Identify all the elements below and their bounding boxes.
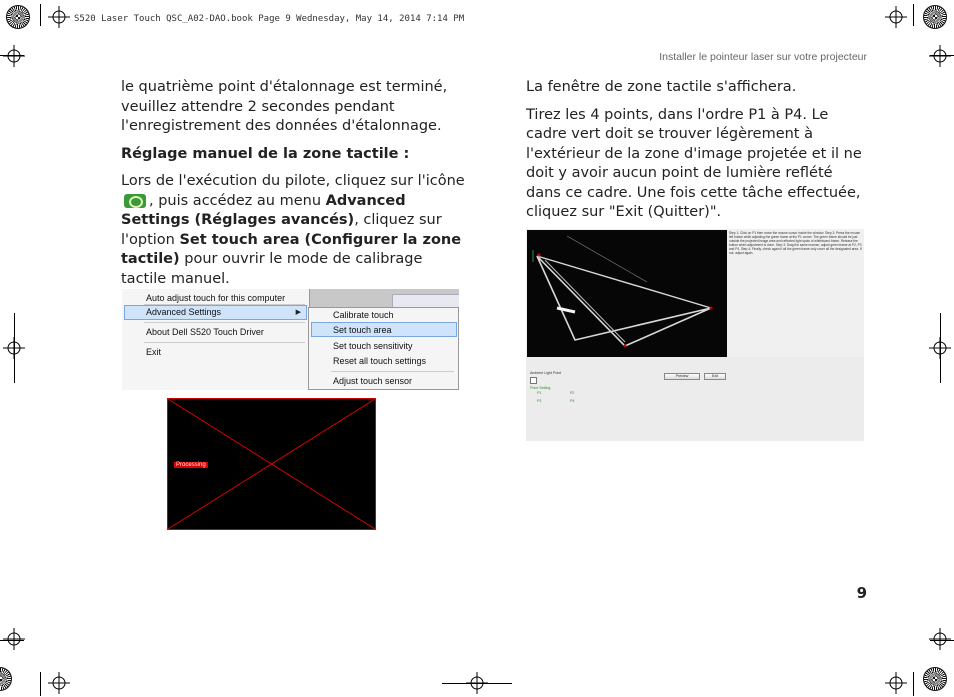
- registration-mark-icon: [3, 628, 25, 650]
- submenu-item-set-touch-area[interactable]: Set touch area: [333, 325, 392, 335]
- submenu-item-reset-settings[interactable]: Reset all touch settings: [333, 356, 427, 366]
- touch-instructions: Step 1: Click on P1 then move the mouse cursor inside the window. Step 2: Press the mouse left button while adjusting the green frame at the P1 corner. The green frame should be just outside the projected image area and reflected light spots of whiteboard frame. Release the button when adjustment is done. Step 3: Drag the same manner, adjust green frame at P2, P3 and P4. Step 4: Finally, check again if all the green frame only cover all the designated area. If not, adjust again.: [729, 231, 862, 255]
- context-menu: [122, 289, 310, 390]
- ambient-light-checkbox[interactable]: [530, 377, 537, 384]
- registration-mark-icon: [929, 45, 951, 67]
- submenu-item-touch-sensitivity[interactable]: Set touch sensitivity: [333, 341, 413, 351]
- submenu-item-adjust-sensor[interactable]: Adjust touch sensor: [333, 376, 413, 386]
- crop-mark: [14, 313, 15, 383]
- menu-item-auto-adjust[interactable]: Auto adjust touch for this computer: [146, 293, 286, 303]
- registration-mark-icon: [3, 45, 25, 67]
- preview-button[interactable]: Preview: [664, 373, 700, 380]
- touch-driver-icon: [124, 194, 146, 208]
- advanced-settings-submenu: [308, 307, 459, 390]
- ambient-light-label: Ambient Light Point: [530, 371, 562, 375]
- point-option-p4[interactable]: P4: [570, 399, 575, 403]
- paragraph: [121, 172, 466, 289]
- paragraph: Tirez les 4 points, dans l'ordre P1 à P4. Le cadre vert doit se trouver légèrement à l'extérieur de la zone d'image projetée et il ne doit y avoir aucun point de lumière reflété dans ce cadre. Une fois cette tâche effectuée, cliquez sur "Exit (Quitter)".: [526, 106, 862, 220]
- submenu-arrow-icon: ▶: [295, 309, 301, 316]
- point-option-p2[interactable]: P2: [570, 391, 575, 395]
- menu-separator: [144, 342, 305, 343]
- text-run-bold: Set touch area (Configurer la zone tactile): [121, 231, 462, 267]
- color-bar-bottom-left-partial: [0, 667, 12, 691]
- crop-mark: [442, 683, 512, 684]
- calibration-screenshot: [167, 398, 376, 530]
- paragraph: le quatrième point d'étalonnage est terminé, veuillez attendre 2 secondes pendant l'enregistrement des données d'étalonnage.: [121, 79, 448, 134]
- point-setting-label: Point Setting: [530, 386, 551, 390]
- text-run: , puis accédez au menu: [149, 192, 326, 209]
- crop-mark: [40, 672, 41, 696]
- registration-mark-icon: [48, 672, 70, 694]
- menu-item-advanced-settings[interactable]: Advanced Settings: [146, 307, 222, 317]
- left-column: [121, 78, 466, 297]
- crop-mark: [913, 672, 914, 696]
- menu-separator: [144, 322, 305, 323]
- point-option-p1[interactable]: P1: [537, 391, 542, 395]
- registration-mark-icon: [885, 672, 907, 694]
- touch-controls-panel: [526, 357, 864, 441]
- registration-mark-icon: [929, 628, 951, 650]
- processing-label: Processing: [176, 462, 206, 468]
- menu-separator: [144, 304, 305, 305]
- print-header: S520 Laser Touch QSC_A02-DAO.book Page 9 Wednesday, May 14, 2014 7:14 PM: [74, 14, 465, 24]
- camera-view: [527, 230, 727, 358]
- right-column: [526, 78, 864, 231]
- touch-frame-lines: [527, 230, 727, 358]
- page-number: 9: [856, 584, 867, 602]
- text-run-bold: Advanced Settings (Réglages avancés): [121, 192, 406, 228]
- exit-button[interactable]: Exit: [704, 373, 726, 380]
- running-head: Installer le pointeur laser sur votre projecteur: [659, 51, 867, 63]
- crop-mark: [40, 4, 41, 26]
- menu-separator: [331, 371, 454, 372]
- paragraph: La fenêtre de zone tactile s'affichera.: [526, 79, 797, 95]
- crop-mark: [913, 4, 914, 26]
- registration-mark-icon: [885, 6, 907, 28]
- touch-area-screenshot: [526, 229, 864, 441]
- section-heading: Réglage manuel de la zone tactile :: [121, 145, 410, 162]
- point-option-p3[interactable]: P3: [537, 399, 542, 403]
- menu-item-about[interactable]: About Dell S520 Touch Driver: [146, 327, 264, 337]
- color-bar-bottom-right: [923, 667, 947, 691]
- menu-item-exit[interactable]: Exit: [146, 347, 162, 357]
- color-bar-top-left: [6, 5, 30, 29]
- color-bar-top-right: [923, 5, 947, 29]
- registration-mark-icon: [48, 6, 70, 28]
- text-run: pour ouvrir le mode de calibrage tactile manuel.: [121, 251, 423, 287]
- text-run: Lors de l'exécution du pilote, cliquez sur l'icône: [121, 173, 465, 189]
- text-run: , cliquez sur l'option: [121, 212, 442, 248]
- crop-mark: [940, 313, 941, 383]
- context-menu-screenshot: [122, 289, 459, 390]
- submenu-item-calibrate-touch[interactable]: Calibrate touch: [333, 310, 394, 320]
